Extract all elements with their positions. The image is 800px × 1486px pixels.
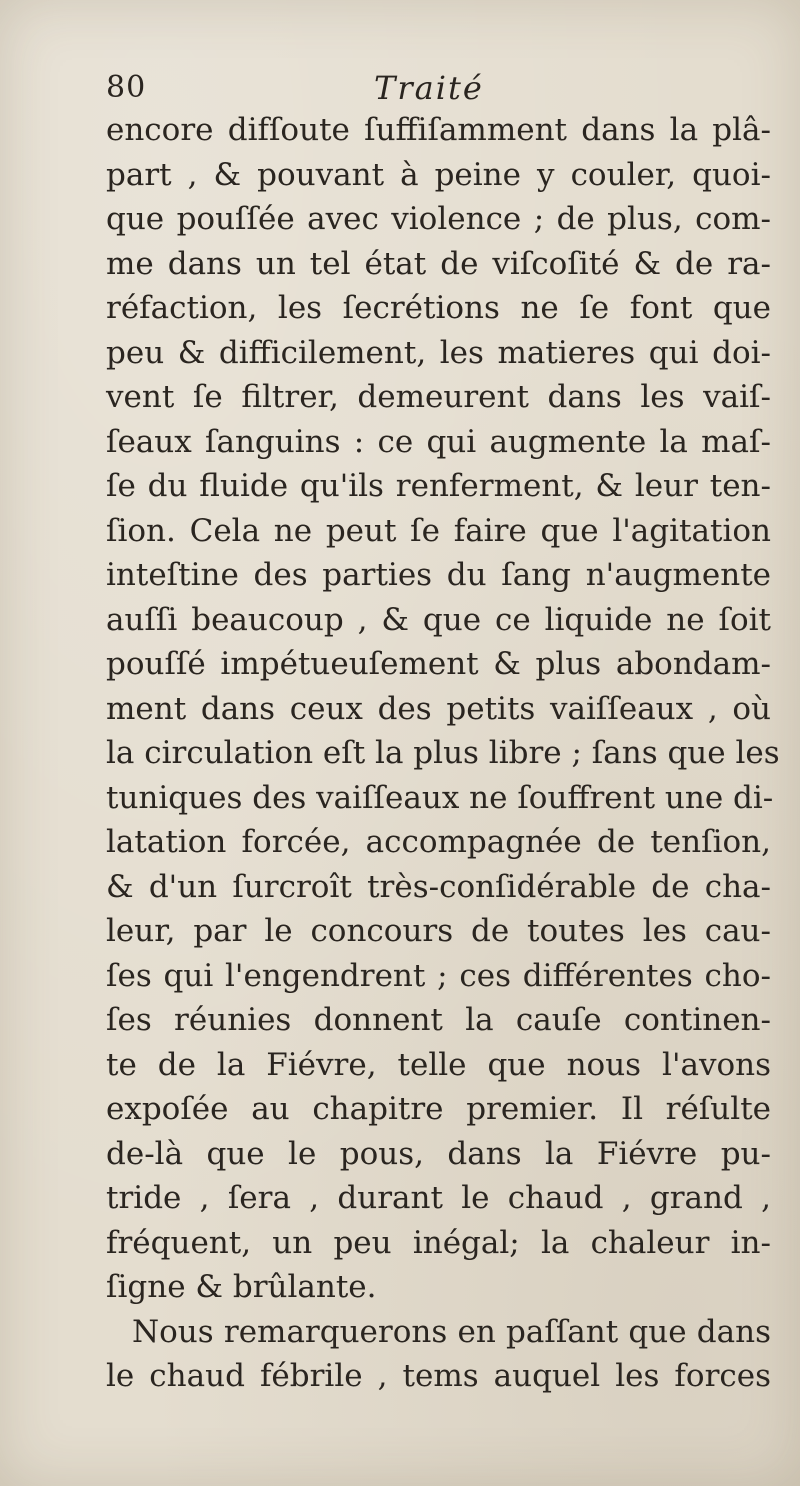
body-text bbox=[106, 108, 780, 1399]
text-line: ſion. Cela ne peut ſe faire que l'agitation bbox=[106, 512, 771, 549]
text-line: tride , ſera , durant le chaud , grand , bbox=[106, 1180, 771, 1216]
page-header bbox=[106, 68, 726, 108]
running-title: Traité bbox=[374, 69, 484, 107]
text-line: ſes qui l'engendrent ; ces différentes cho- bbox=[106, 957, 771, 994]
text-line: part , & pouvant à peine y couler, quoi- bbox=[106, 156, 771, 193]
text-line: inteſtine des parties du ſang n'augmente bbox=[106, 557, 771, 593]
text-line: vent ſe filtrer, demeurent dans les vaiſ- bbox=[106, 379, 771, 415]
text-line: & d'un ſurcroît très-conſidérable de cha- bbox=[106, 868, 771, 905]
text-line: peu & difficilement, les matieres qui doi- bbox=[106, 334, 771, 371]
text-line: ſeaux ſanguins : ce qui augmente la maſ- bbox=[106, 423, 771, 460]
text-line: te de la Fiévre, telle que nous l'avons bbox=[106, 1046, 771, 1083]
text-line: encore difſoute ſuffiſamment dans la plâ- bbox=[106, 112, 771, 148]
text-line: ſigne & brûlante. bbox=[106, 1269, 377, 1305]
text-line: de-là que le pous, dans la Fiévre pu- bbox=[106, 1135, 771, 1172]
text-line: que pouſſée avec violence ; de plus, com- bbox=[106, 201, 771, 237]
text-line: latation forcée, accompagnée de tenſion, bbox=[106, 824, 771, 860]
text-line: leur, par le concours de toutes les cau- bbox=[106, 913, 771, 949]
text-line: réfaction, les ſecrétions ne ſe font que bbox=[106, 290, 771, 326]
text-line: pouſſé impétueuſement & plus abondam- bbox=[106, 646, 771, 682]
text-line: fréquent, un peu inégal; la chaleur in- bbox=[106, 1224, 771, 1261]
text-line: ſe du fluide qu'ils renferment, & leur ten- bbox=[106, 468, 771, 504]
text-line: Nous remarquerons en paſſant que dans bbox=[132, 1313, 771, 1350]
text-line: ment dans ceux des petits vaiſſeaux , où bbox=[106, 690, 771, 727]
text-line: la circulation eſt la plus libre ; ſans que les bbox=[106, 735, 780, 771]
text-line: me dans un tel état de viſcoſité & de ra- bbox=[106, 245, 771, 282]
text-line: expoſée au chapitre premier. Il réſulte bbox=[106, 1091, 771, 1127]
text-line: le chaud fébrile , tems auquel les forces bbox=[106, 1358, 771, 1394]
text-line: tuniques des vaiſſeaux ne ſouffrent une di- bbox=[106, 779, 774, 816]
text-line: auſſi beaucoup , & que ce liquide ne ſoit bbox=[106, 601, 771, 638]
page-number: 80 bbox=[106, 70, 147, 105]
text-line: ſes réunies donnent la cauſe continen- bbox=[106, 1002, 771, 1038]
